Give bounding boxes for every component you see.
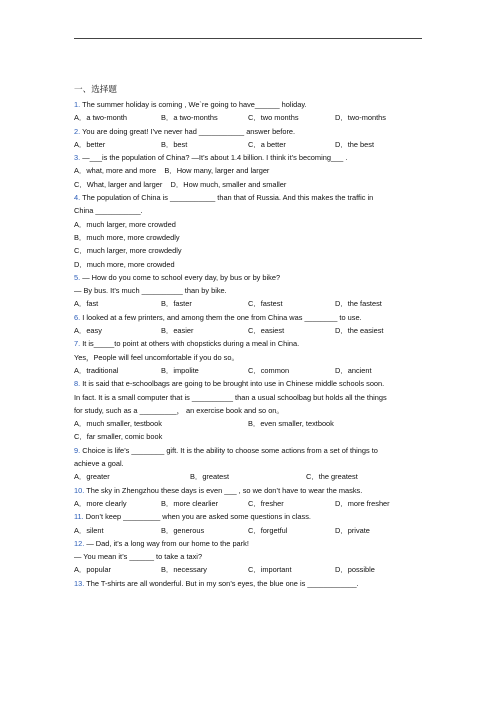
option-d: D．more fresher — [335, 498, 390, 508]
option-b: B．a two-months — [161, 113, 218, 123]
option-d: D．two-months — [335, 113, 386, 123]
question-13: 13. The T-shirts are all wonderful. But in my son’s eyes, the blue one is ____________. — [74, 578, 359, 588]
question-11: 11. Don’t keep _________ when you are asked some questions in class. — [74, 512, 311, 522]
option-b: B．How many, larger and larger — [164, 166, 270, 176]
question-7-continued: Yes，People will feel uncomfortable if you do so。 — [74, 352, 239, 362]
question-6: 6. I looked at a few printers, and among them the one from China was ________ to use. — [74, 312, 362, 322]
options-3-line-1 — [74, 164, 424, 177]
question-1: 1. The summer holiday is coming , We`re going to have______ holiday. — [74, 100, 307, 109]
options-7 — [74, 364, 424, 377]
option-c: C．fastest — [248, 299, 283, 309]
option-a: A．more clearly — [74, 498, 127, 508]
option-a: A．easy — [74, 326, 102, 336]
option-c: C．two months — [248, 113, 299, 123]
options-11 — [74, 524, 424, 537]
option-c: C．far smaller, comic book — [74, 432, 163, 442]
question-4-continued: China ___________. — [74, 206, 143, 216]
options-12 — [74, 563, 424, 576]
option-d: D．How much, smaller and smaller — [170, 179, 287, 189]
option-c: C．a better — [248, 139, 286, 149]
option-a: A．what, more and more — [74, 166, 157, 176]
option-d: D．private — [335, 525, 370, 535]
option-a: A．much smaller, testbook — [74, 419, 162, 429]
question-4: 4. The population of China is ___________ than that of Russia. And this makes the traffic in — [74, 193, 374, 203]
option-b: B．greatest — [190, 472, 230, 482]
options-5 — [74, 297, 424, 310]
option-a: A．a two-month — [74, 113, 127, 123]
option-b: B．even smaller, textbook — [248, 419, 334, 429]
option-a: A．popular — [74, 565, 111, 575]
options-9 — [74, 470, 424, 483]
option-c: C．the greatest — [306, 472, 358, 482]
option-a: A．greater — [74, 472, 110, 482]
option-c: C．important — [248, 565, 292, 575]
options-6 — [74, 324, 424, 337]
question-12: 12. — Dad, it’s a long way from our home to the park! — [74, 538, 249, 548]
option-c: C．forgetful — [248, 525, 288, 535]
options-10 — [74, 497, 424, 510]
question-10: 10. The sky in Zhengzhou these days is even ___ , so we don’t have to wear the masks. — [74, 485, 363, 495]
options-8 — [74, 417, 424, 430]
option-a: A．better — [74, 139, 106, 149]
option-b: B．generous — [161, 525, 205, 535]
question-7: 7. It is_____to point at others with chopsticks during a meal in China. — [74, 339, 300, 349]
option-d: D．the fastest — [335, 299, 382, 309]
option-c: C．much larger, more crowdedly — [74, 246, 182, 256]
options-3-line-2 — [74, 178, 424, 191]
option-d: D．possible — [335, 565, 375, 575]
option-d: D．the easiest — [335, 326, 384, 336]
option-b: B．much more, more crowdedly — [74, 232, 180, 242]
option-c: C．What, larger and larger — [74, 179, 163, 189]
options-2 — [74, 138, 424, 151]
question-8-continued-1: In fact. It is a small computer that is __________ than a usual schoolbag but holds all the things — [74, 392, 387, 402]
question-2: 2. You are doing great! I’ve never had ___________ answer before. — [74, 126, 296, 136]
question-5: 5. — How do you come to school every day, by bus or by bike? — [74, 272, 281, 282]
option-a: A．traditional — [74, 365, 119, 375]
question-list — [74, 84, 424, 590]
option-a: A．fast — [74, 299, 99, 309]
option-b: B．best — [161, 139, 188, 149]
option-b: B．easier — [161, 326, 194, 336]
option-d: D．much more, more crowded — [74, 259, 175, 269]
option-c: C．fresher — [248, 498, 284, 508]
option-c: C．common — [248, 365, 290, 375]
option-d: D．ancient — [335, 365, 372, 375]
option-b: B．impolite — [161, 365, 199, 375]
section-title: 一、选择题 — [74, 84, 117, 94]
options-1 — [74, 111, 424, 124]
question-8: 8. It is said that e-schoolbags are going to be brought into use in Chinese middle schools soon. — [74, 379, 385, 389]
option-c: C．easiest — [248, 326, 285, 336]
question-9-continued: achieve a goal. — [74, 459, 124, 469]
question-8-continued-2: for study, such as a _________， an exercise book and so on。 — [74, 405, 284, 415]
question-5-continued: — By bus. It’s much __________ than by bike. — [74, 286, 227, 296]
option-a: A．much larger, more crowded — [74, 219, 176, 229]
question-12-continued: — You mean it’s ______ to take a taxi? — [74, 552, 203, 562]
option-b: B．necessary — [161, 565, 208, 575]
question-9: 9. Choice is life’s ________ gift. It is the ability to choose some actions from a set of things to — [74, 445, 378, 455]
option-a: A．silent — [74, 525, 104, 535]
option-d: D．the best — [335, 139, 375, 149]
header-rule — [74, 38, 422, 39]
question-3: 3. —___is the population of China? —It’s about 1.4 billion. I think it’s becoming___ . — [74, 153, 348, 163]
option-b: B．more clearlier — [161, 498, 219, 508]
option-b: B．faster — [161, 299, 192, 309]
